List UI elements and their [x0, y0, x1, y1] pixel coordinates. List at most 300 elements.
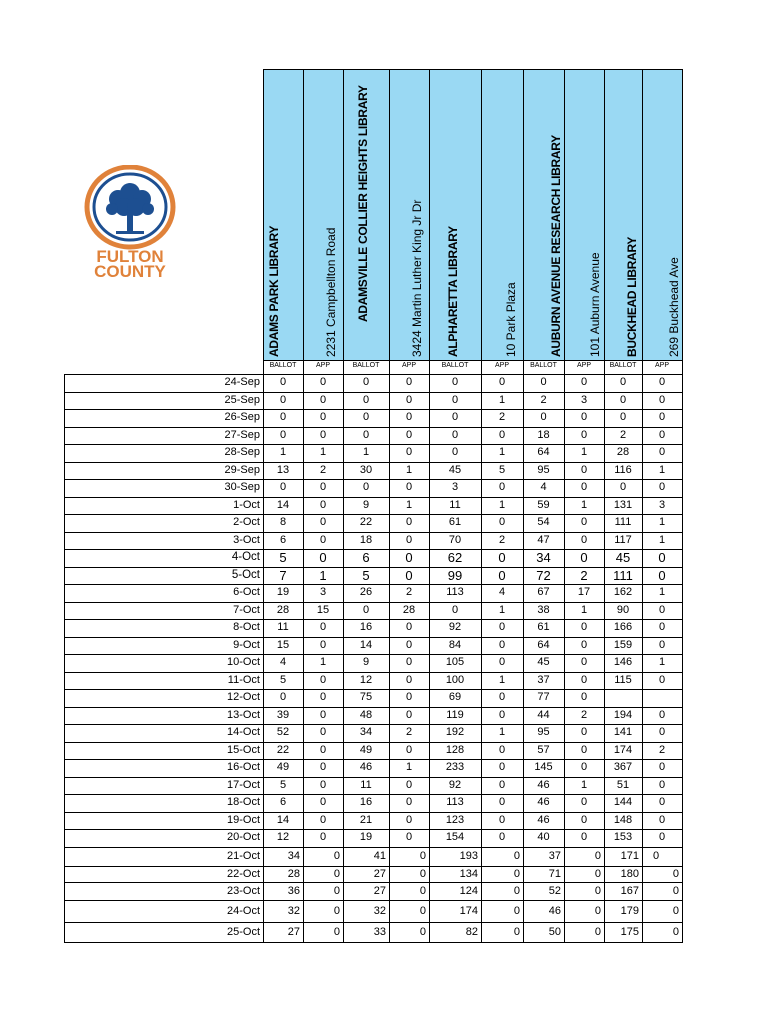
table-cell: 0: [580, 376, 588, 388]
table-cell: 179: [620, 905, 639, 917]
table-cell: 0: [658, 446, 666, 458]
grid-line: [523, 69, 524, 374]
table-cell: 167: [620, 885, 639, 897]
table-cell: 0: [498, 796, 506, 808]
table-cell: 0: [419, 905, 426, 917]
table-cell: 18: [537, 428, 550, 441]
library-name: ADAMSVILLE COLLIER HEIGHTS LIBRARY: [356, 85, 370, 322]
table-cell: 0: [319, 673, 327, 686]
table-cell: 1: [319, 656, 327, 668]
table-cell: 33: [373, 926, 386, 938]
table-cell: 0: [498, 638, 506, 651]
table-cell: 0: [333, 926, 340, 938]
subheader-app: APP: [654, 362, 669, 369]
table-cell: 131: [613, 498, 633, 511]
svg-text:COUNTY: COUNTY: [94, 262, 166, 280]
table-cell: 38: [537, 603, 550, 616]
table-cell: 0: [279, 411, 287, 423]
table-cell: 0: [405, 411, 413, 423]
grid-line: [682, 69, 683, 374]
table-cell: 0: [580, 428, 588, 441]
table-cell: 0: [672, 905, 679, 917]
table-cell: 0: [619, 393, 627, 406]
table-cell: 0: [279, 428, 287, 441]
table-cell: 11: [360, 778, 372, 791]
table-cell: 13: [276, 463, 290, 476]
table-cell: 6: [279, 796, 287, 808]
table-cell: 0: [658, 708, 666, 721]
table-cell: 46: [359, 761, 373, 773]
grid-line: [303, 69, 304, 374]
row-date: 21-Oct: [226, 849, 260, 862]
table-cell: 0: [580, 516, 588, 528]
table-cell: 2: [619, 428, 627, 441]
row-date: 15-Oct: [226, 743, 260, 756]
table-cell: 0: [498, 621, 506, 633]
table-cell: 75: [359, 691, 373, 703]
table-cell: 1: [498, 498, 506, 511]
table-cell: 166: [613, 621, 633, 633]
table-cell: 193: [459, 849, 478, 862]
table-cell: 0: [658, 428, 666, 441]
table-cell: 0: [513, 885, 520, 897]
table-cell: 0: [279, 481, 287, 493]
table-cell: 0: [658, 813, 666, 826]
table-cell: 141: [613, 726, 633, 738]
table-cell: 0: [580, 796, 588, 808]
table-cell: 134: [459, 868, 478, 880]
row-date: 13-Oct: [226, 708, 260, 721]
table-cell: 0: [540, 376, 547, 388]
table-cell: 0: [405, 481, 413, 493]
table-cell: 162: [613, 586, 633, 598]
table-cell: 18: [359, 533, 373, 546]
table-cell: 32: [373, 905, 386, 917]
svg-text:FULTON: FULTON: [96, 247, 164, 266]
table-cell: 0: [405, 813, 413, 826]
table-cell: 0: [658, 831, 666, 843]
table-cell: 0: [498, 691, 506, 703]
table-cell: [604, 689, 642, 707]
row-date: 10-Oct: [226, 656, 260, 668]
table-cell: 92: [448, 621, 462, 633]
table-cell: 1: [279, 446, 287, 458]
table-cell: 27: [373, 868, 386, 880]
grid-line: [481, 69, 482, 374]
table-cell: 2: [405, 586, 413, 598]
table-cell: 0: [451, 376, 459, 388]
table-cell: 0: [319, 428, 327, 441]
table-cell: 2: [498, 411, 506, 423]
table-cell: 0: [319, 761, 327, 773]
table-cell: 69: [448, 691, 462, 703]
table-cell: 3: [580, 393, 588, 406]
table-cell: 16: [359, 796, 373, 808]
table-cell: 0: [362, 428, 370, 441]
table-cell: 0: [658, 638, 666, 651]
table-cell: 95: [537, 726, 550, 738]
table-cell: 146: [613, 656, 633, 668]
table-cell: 61: [537, 621, 550, 633]
table-cell: 45: [615, 550, 631, 565]
table-cell: 0: [580, 533, 588, 546]
table-cell: 174: [459, 905, 478, 917]
table-cell: 0: [498, 813, 506, 826]
table-cell: 0: [319, 376, 327, 388]
table-cell: 0: [405, 743, 413, 756]
subheader-ballot: BALLOT: [530, 362, 557, 369]
fulton-county-logo: [80, 165, 180, 280]
row-date: 6-Oct: [233, 586, 260, 598]
table-cell: 9: [362, 498, 370, 511]
table-cell: 0: [319, 533, 327, 546]
table-cell: 1: [319, 446, 327, 458]
table-cell: 0: [513, 849, 520, 862]
row-date: 24-Oct: [226, 905, 260, 917]
library-address: 2231 Campbellton Road: [324, 227, 338, 357]
table-cell: 4: [498, 586, 506, 598]
row-date: 25-Sep: [224, 393, 260, 406]
table-cell: 154: [445, 831, 465, 843]
table-cell: 46: [537, 778, 550, 791]
table-cell: 37: [548, 849, 561, 862]
grid-line: [682, 374, 683, 867]
table-cell: 27: [373, 885, 386, 897]
table-cell: 36: [287, 885, 300, 897]
table-cell: 1: [405, 761, 413, 773]
table-cell: 50: [548, 926, 561, 938]
table-cell: 72: [536, 567, 551, 583]
table-cell: 1: [658, 656, 666, 668]
table-cell: 0: [658, 411, 666, 423]
subheader-ballot: BALLOT: [441, 362, 469, 369]
table-cell: 15: [276, 638, 290, 651]
table-cell: 0: [594, 885, 601, 897]
table-cell: 0: [498, 567, 506, 583]
grid-line: [564, 69, 565, 374]
row-date: 26-Sep: [224, 411, 260, 423]
table-cell: 1: [658, 463, 666, 476]
grid-line: [642, 69, 643, 374]
table-cell: 34: [359, 726, 373, 738]
table-cell: 0: [580, 411, 588, 423]
row-date: 16-Oct: [226, 761, 260, 773]
table-cell: 28: [402, 603, 416, 616]
table-cell: 0: [619, 411, 627, 423]
table-cell: 1: [580, 498, 588, 511]
table-cell: 0: [319, 621, 327, 633]
table-cell: 9: [362, 656, 370, 668]
table-cell: 0: [405, 831, 413, 843]
table-cell: 0: [498, 778, 506, 791]
row-date: 5-Oct: [231, 568, 260, 581]
table-cell: 0: [319, 726, 327, 738]
library-address: 10 Park Plaza: [504, 282, 518, 357]
table-cell: 0: [540, 411, 547, 423]
row-date: 28-Sep: [224, 446, 260, 458]
library-address: 269 Buckhead Ave: [667, 257, 681, 357]
table-cell: 1: [658, 586, 666, 598]
table-cell: 0: [451, 446, 459, 458]
table-cell: 0: [362, 393, 370, 406]
table-cell: 2: [540, 393, 547, 406]
table-cell: 28: [276, 603, 290, 616]
table-cell: 37: [537, 673, 550, 686]
table-cell: 0: [319, 498, 327, 511]
row-date: 20-Oct: [226, 831, 260, 843]
table-cell: 0: [580, 726, 588, 738]
table-cell: 0: [498, 743, 506, 756]
table-cell: 95: [537, 463, 550, 476]
table-cell: 111: [614, 516, 632, 528]
row-date: 30-Sep: [224, 481, 260, 493]
table-cell: 54: [537, 516, 550, 528]
table-cell: 0: [362, 603, 370, 616]
table-cell: 5: [362, 567, 370, 583]
subheader-app: APP: [494, 362, 509, 369]
table-cell: 0: [513, 905, 520, 917]
grid-line: [263, 69, 264, 374]
table-cell: 0: [580, 463, 588, 476]
table-cell: 0: [319, 638, 327, 651]
table-cell: 1: [405, 498, 413, 511]
table-cell: 70: [448, 533, 462, 546]
table-cell: 5: [279, 778, 287, 791]
table-cell: 0: [580, 481, 588, 493]
table-cell: 0: [419, 926, 426, 938]
table-cell: 99: [447, 567, 463, 583]
row-date: 4-Oct: [231, 551, 260, 563]
table-cell: 0: [513, 868, 520, 880]
table-cell: 0: [405, 796, 413, 808]
table-cell: 2: [498, 533, 506, 546]
grid-line: [682, 866, 683, 943]
table-cell: 84: [448, 638, 462, 651]
table-cell: 0: [658, 726, 666, 738]
table-cell: 64: [537, 446, 550, 458]
row-date: 9-Oct: [233, 638, 260, 651]
table-cell: 100: [445, 673, 465, 686]
table-cell: 116: [614, 463, 632, 476]
table-cell: 1: [498, 393, 506, 406]
table-cell: 0: [319, 481, 327, 493]
table-cell: 0: [419, 885, 426, 897]
table-cell: 0: [658, 550, 666, 565]
grid-line: [604, 69, 605, 374]
table-cell: 12: [276, 831, 290, 843]
table-cell: 0: [419, 849, 426, 862]
table-cell: 124: [459, 885, 478, 897]
table-cell: 1: [580, 778, 588, 791]
table-cell: 0: [405, 778, 413, 791]
library-address: 101 Auburn Avenue: [588, 252, 602, 357]
table-cell: 0: [451, 393, 459, 406]
table-cell: 7: [279, 567, 287, 583]
table-cell: 5: [279, 673, 287, 686]
table-cell: 113: [446, 796, 464, 808]
table-cell: 0: [279, 393, 287, 406]
row-date: 17-Oct: [226, 778, 260, 791]
table-cell: 119: [446, 708, 464, 721]
table-cell: 0: [362, 481, 370, 493]
table-cell: 233: [445, 761, 465, 773]
table-cell: 0: [405, 621, 413, 633]
table-cell: [642, 689, 682, 707]
table-cell: 32: [287, 905, 300, 917]
table-cell: 111: [613, 567, 633, 583]
table-cell: 14: [359, 638, 373, 651]
table-cell: 0: [333, 905, 340, 917]
table-cell: 0: [658, 761, 666, 773]
table-cell: 0: [451, 603, 459, 616]
table-cell: 0: [658, 796, 666, 808]
table-cell: 0: [405, 691, 413, 703]
subheader-ballot: BALLOT: [269, 362, 297, 369]
table-cell: 0: [658, 673, 666, 686]
table-cell: 0: [594, 905, 601, 917]
table-cell: 1: [405, 463, 413, 476]
table-cell: 1: [319, 567, 327, 583]
table-cell: 0: [319, 550, 327, 565]
grid-line: [263, 69, 683, 70]
table-cell: 17: [577, 586, 591, 598]
row-date: 12-Oct: [226, 691, 260, 703]
table-cell: 49: [359, 743, 373, 756]
row-date: 24-Sep: [224, 376, 260, 388]
table-cell: 0: [333, 868, 340, 880]
table-cell: 44: [537, 708, 550, 721]
subheader-app: APP: [576, 362, 591, 369]
table-cell: 115: [614, 673, 632, 686]
tree-icon: [106, 183, 154, 234]
table-cell: 0: [580, 743, 588, 756]
table-cell: 0: [405, 428, 413, 441]
table-cell: 0: [580, 656, 588, 668]
table-cell: 0: [498, 761, 506, 773]
table-cell: 0: [319, 813, 327, 826]
table-cell: 67: [537, 586, 550, 598]
table-cell: 1: [498, 673, 506, 686]
table-cell: 0: [498, 831, 506, 843]
table-cell: 0: [580, 621, 588, 633]
table-cell: 0: [279, 376, 287, 388]
table-cell: 14: [276, 498, 290, 511]
table-cell: 34: [287, 849, 300, 862]
table-cell: 171: [620, 849, 639, 862]
table-cell: 1: [658, 516, 666, 528]
table-cell: 39: [276, 708, 290, 721]
table-cell: 0: [319, 691, 327, 703]
table-cell: 19: [276, 586, 290, 598]
table-cell: 45: [448, 463, 462, 476]
row-date: 23-Oct: [226, 885, 260, 897]
table-cell: 144: [613, 796, 633, 808]
table-cell: 2: [658, 743, 666, 756]
table-cell: 47: [537, 533, 550, 546]
table-cell: 0: [658, 567, 666, 583]
table-cell: 159: [613, 638, 633, 651]
table-cell: 0: [580, 673, 588, 686]
table-cell: 145: [534, 761, 553, 773]
table-cell: 14: [276, 813, 290, 826]
table-cell: 46: [537, 796, 550, 808]
subheader-ballot: BALLOT: [609, 362, 637, 369]
table-cell: 0: [279, 691, 287, 703]
table-cell: 0: [362, 376, 370, 388]
table-cell: 0: [580, 813, 588, 826]
table-cell: 52: [276, 726, 290, 738]
table-cell: 0: [619, 481, 627, 493]
table-cell: 0: [319, 831, 327, 843]
table-cell: 48: [359, 708, 373, 721]
grid-line: [389, 69, 390, 374]
table-cell: 0: [594, 926, 601, 938]
table-cell: 0: [652, 849, 660, 862]
table-cell: 0: [405, 656, 413, 668]
table-cell: 8: [279, 516, 287, 528]
table-cell: 0: [419, 868, 426, 880]
table-cell: 41: [373, 849, 386, 862]
table-cell: 0: [594, 849, 601, 862]
table-cell: 57: [537, 743, 550, 756]
grid-line: [343, 69, 344, 374]
table-cell: 52: [548, 885, 561, 897]
table-cell: 0: [672, 926, 679, 938]
table-cell: 3: [319, 586, 327, 598]
table-cell: 0: [405, 673, 413, 686]
table-cell: 0: [405, 376, 413, 388]
table-cell: 0: [319, 778, 327, 791]
table-cell: 0: [580, 638, 588, 651]
table-cell: 19: [359, 831, 373, 843]
library-name: AUBURN AVENUE RESEARCH LIBRARY: [549, 135, 563, 357]
row-date: 7-Oct: [233, 603, 260, 616]
table-cell: 0: [498, 550, 506, 565]
table-cell: 0: [619, 376, 627, 388]
table-cell: 0: [319, 796, 327, 808]
subheader-app: APP: [401, 362, 416, 369]
row-date: 14-Oct: [226, 726, 260, 738]
table-cell: 40: [537, 831, 550, 843]
subheader-ballot: BALLOT: [352, 362, 380, 369]
table-cell: 0: [658, 393, 666, 406]
table-cell: 0: [498, 656, 506, 668]
table-cell: 16: [359, 621, 373, 633]
table-cell: 11: [277, 621, 289, 633]
table-cell: 0: [319, 516, 327, 528]
table-cell: 0: [498, 708, 506, 721]
row-date: 22-Oct: [226, 868, 260, 880]
table-cell: 5: [279, 550, 287, 565]
table-cell: 6: [362, 550, 370, 565]
table-cell: 1: [580, 603, 588, 616]
table-cell: 6: [279, 533, 287, 546]
table-cell: 4: [279, 656, 287, 668]
table-cell: 64: [537, 638, 550, 651]
library-address: 3424 Martin Luther King Jr Dr: [410, 199, 424, 357]
table-cell: 28: [287, 868, 300, 880]
table-cell: 0: [405, 708, 413, 721]
table-cell: 1: [580, 446, 588, 458]
table-cell: 11: [449, 498, 461, 511]
table-cell: 0: [405, 446, 413, 458]
table-cell: 46: [548, 905, 561, 917]
table-cell: 0: [580, 691, 588, 703]
table-cell: 0: [319, 708, 327, 721]
table-cell: 0: [319, 411, 327, 423]
library-name: BUCKHEAD LIBRARY: [625, 236, 639, 357]
table-cell: 1: [362, 446, 370, 458]
